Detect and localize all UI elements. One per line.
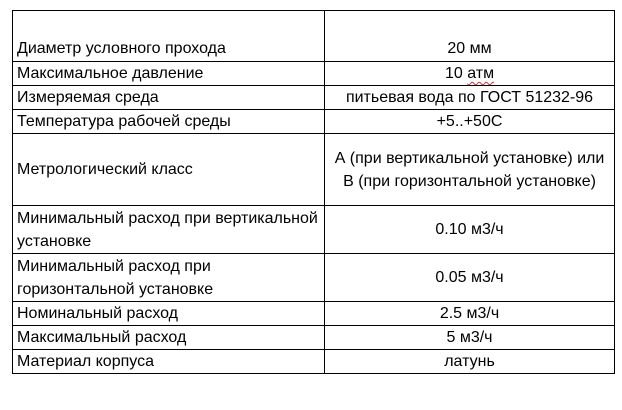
row-value	[325, 62, 615, 86]
row-label: Температура рабочей среды	[13, 110, 325, 134]
table-row	[13, 350, 615, 374]
row-value: питьевая вода по ГОСТ 51232-96	[325, 86, 615, 110]
table-row	[13, 134, 615, 206]
table-row	[13, 326, 615, 350]
row-label: Минимальный расход при вертикальной установке	[13, 206, 325, 254]
table-row	[13, 11, 615, 62]
row-label: Минимальный расход при горизонтальной установке	[13, 254, 325, 302]
spellcheck-marked-word: атм	[467, 65, 495, 82]
row-value: +5..+50С	[325, 110, 615, 134]
row-value: 0.05 м3/ч	[325, 254, 615, 302]
table-row	[13, 302, 615, 326]
table-row	[13, 206, 615, 254]
row-label: Измеряемая среда	[13, 86, 325, 110]
row-value: 5 м3/ч	[325, 326, 615, 350]
row-value: латунь	[325, 350, 615, 374]
row-label: Материал корпуса	[13, 350, 325, 374]
table-row	[13, 254, 615, 302]
row-label: Номинальный расход	[13, 302, 325, 326]
row-value: 2.5 м3/ч	[325, 302, 615, 326]
row-value: 0.10 м3/ч	[325, 206, 615, 254]
specifications-table	[12, 10, 615, 374]
row-label: Максимальное давление	[13, 62, 325, 86]
row-value: А (при вертикальной установке) или В (при горизонтальной установке)	[325, 134, 615, 206]
row-label: Максимальный расход	[13, 326, 325, 350]
row-label: Диаметр условного прохода	[13, 11, 325, 62]
table-row	[13, 62, 615, 86]
table-row	[13, 86, 615, 110]
table-row	[13, 110, 615, 134]
row-label: Метрологический класс	[13, 134, 325, 206]
row-value: 20 мм	[325, 11, 615, 62]
row-value-number: 10	[444, 65, 468, 82]
